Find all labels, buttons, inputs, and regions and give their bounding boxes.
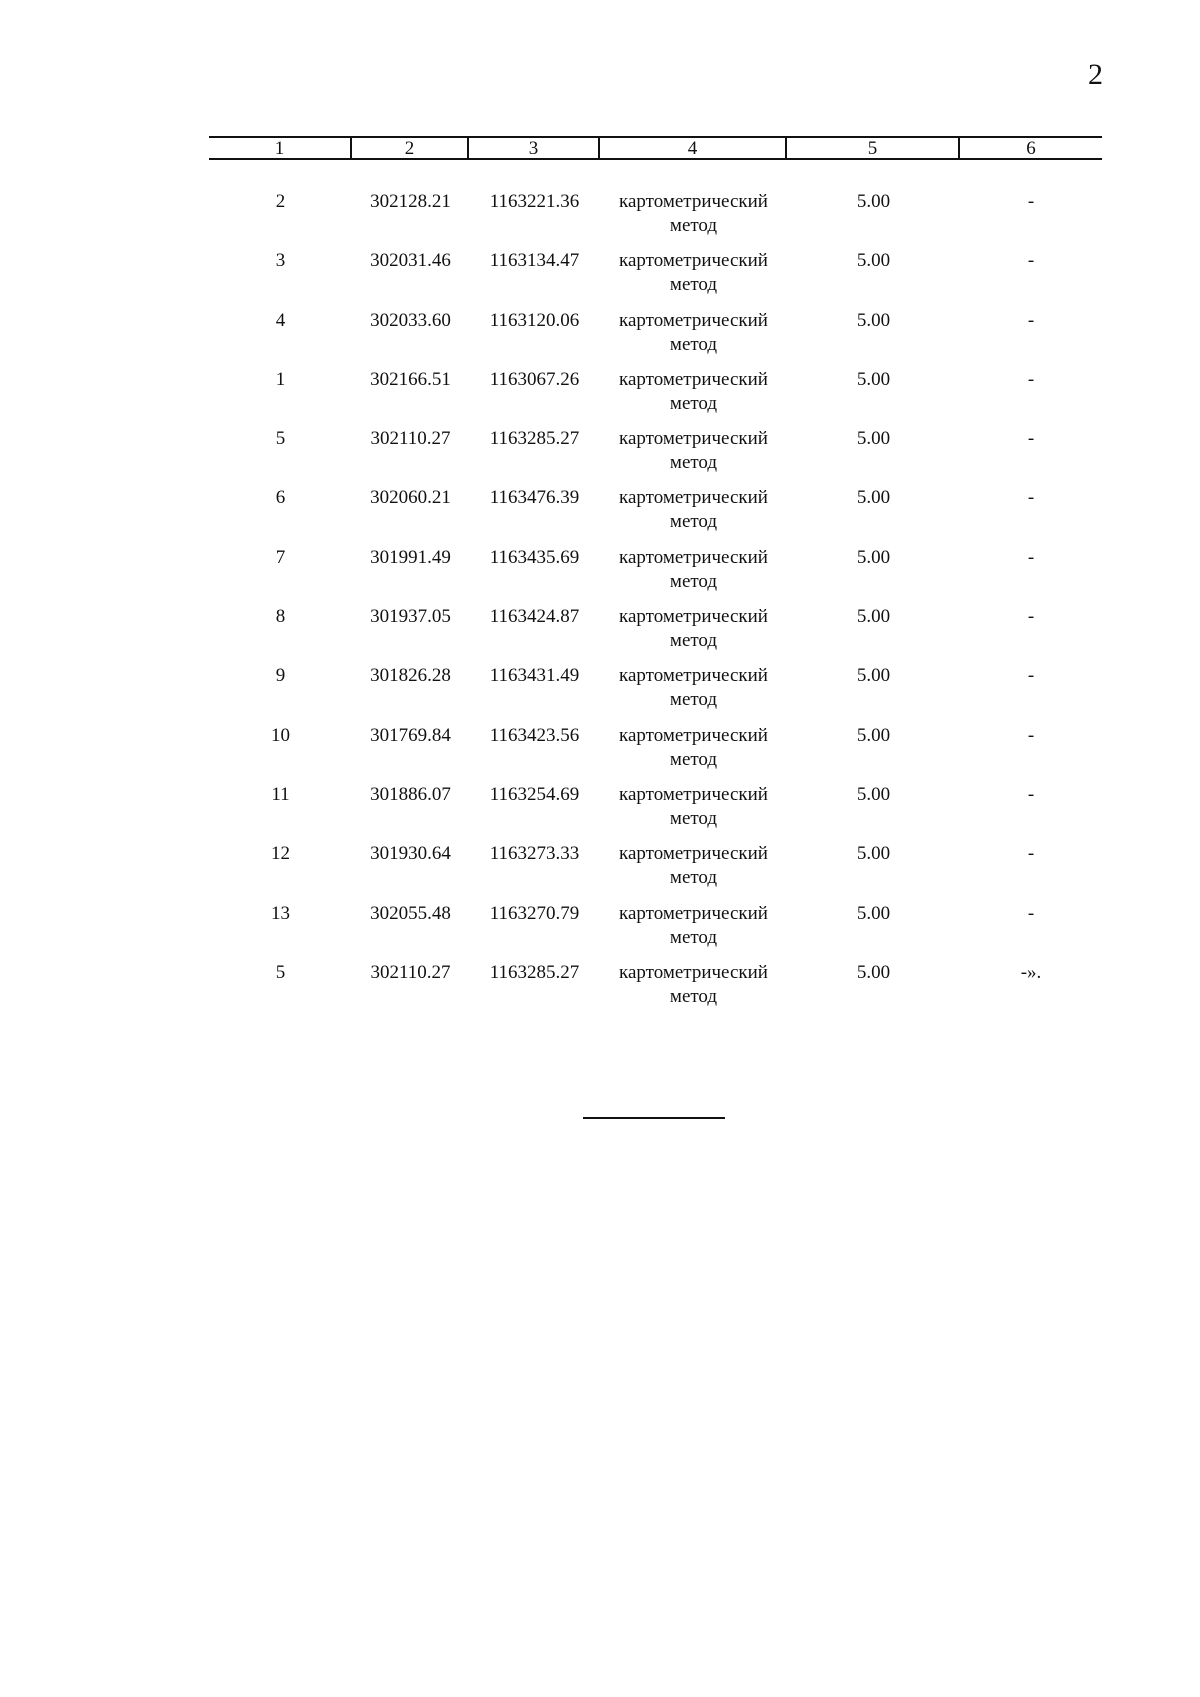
x-coordinate-cell: 302060.21 — [370, 487, 451, 509]
table-row — [209, 902, 1102, 961]
note-cell: - — [1027, 428, 1035, 450]
method-text: метод — [669, 807, 718, 829]
accuracy-cell: 5.00 — [856, 606, 891, 628]
header-col-6: 6 — [1026, 138, 1036, 159]
point-cell: 3 — [275, 250, 286, 272]
method-text: метод — [669, 630, 718, 652]
method-text: метод — [669, 274, 718, 296]
method-text: картометрический — [619, 961, 768, 983]
point-cell: 7 — [275, 546, 286, 568]
table-row — [209, 368, 1102, 427]
method-text: картометрический — [619, 902, 768, 924]
note-cell: -». — [1020, 961, 1042, 983]
point-cell: 5 — [275, 961, 286, 983]
point-cell: 6 — [275, 487, 286, 509]
header-col-4: 4 — [600, 138, 787, 159]
method-text: картометрический — [619, 665, 768, 687]
point-cell: 2 — [275, 191, 286, 212]
header-col-2: 2 — [352, 138, 469, 159]
y-coordinate-cell: 1163254.69 — [489, 783, 580, 805]
table-row — [209, 842, 1102, 901]
method-text: картометрический — [619, 191, 768, 212]
method-text: картометрический — [619, 487, 768, 509]
note-cell: - — [1027, 902, 1035, 924]
method-text: метод — [669, 689, 718, 711]
point-cell: 12 — [271, 843, 290, 865]
y-coordinate-cell: 1163120.06 — [489, 309, 580, 331]
accuracy-cell: 5.00 — [856, 368, 891, 390]
accuracy-cell: 5.00 — [856, 487, 891, 509]
note-cell: - — [1027, 843, 1035, 865]
x-coordinate-cell: 301769.84 — [370, 724, 451, 746]
method-text: метод — [669, 570, 718, 592]
accuracy-cell: 5.00 — [856, 191, 891, 212]
point-cell: 4 — [275, 309, 286, 331]
note-cell: - — [1027, 309, 1035, 331]
x-coordinate-cell: 302031.46 — [370, 250, 451, 272]
accuracy-cell: 5.00 — [856, 961, 891, 983]
point-cell: 13 — [271, 902, 290, 924]
method-cell — [600, 783, 787, 842]
accuracy-cell: 5.00 — [856, 843, 891, 865]
method-cell — [600, 427, 787, 486]
note-cell: - — [1027, 724, 1035, 746]
note-cell: - — [1027, 250, 1035, 272]
end-rule — [583, 1117, 725, 1119]
y-coordinate-cell: 1163476.39 — [489, 487, 580, 509]
x-coordinate-cell: 302110.27 — [370, 961, 451, 983]
point-cell: 10 — [271, 724, 290, 746]
method-cell — [600, 190, 787, 249]
method-cell — [600, 842, 787, 901]
accuracy-cell: 5.00 — [856, 309, 891, 331]
method-text: картометрический — [619, 843, 768, 865]
table-row — [209, 664, 1102, 723]
x-coordinate-cell: 302055.48 — [370, 902, 451, 924]
accuracy-cell: 5.00 — [856, 902, 891, 924]
method-cell — [600, 309, 787, 368]
table-header — [209, 136, 1102, 160]
point-cell: 11 — [271, 783, 290, 805]
x-coordinate-cell: 302128.21 — [370, 191, 451, 212]
accuracy-cell: 5.00 — [856, 546, 891, 568]
x-coordinate-cell: 301937.05 — [370, 606, 451, 628]
x-coordinate-cell: 301886.07 — [370, 783, 451, 805]
table-row — [209, 783, 1102, 842]
y-coordinate-cell: 1163285.27 — [489, 428, 580, 450]
table-row — [209, 605, 1102, 664]
table-row — [209, 546, 1102, 605]
x-coordinate-cell: 301991.49 — [370, 546, 451, 568]
y-coordinate-cell: 1163270.79 — [489, 902, 580, 924]
x-coordinate-cell: 302166.51 — [370, 368, 451, 390]
accuracy-cell: 5.00 — [856, 250, 891, 272]
y-coordinate-cell: 1163067.26 — [489, 368, 580, 390]
header-col-3: 3 — [469, 138, 600, 159]
method-cell — [600, 249, 787, 308]
method-cell — [600, 664, 787, 723]
header-col-1: 1 — [209, 138, 352, 159]
point-cell: 1 — [275, 368, 286, 390]
table-row — [209, 961, 1102, 1020]
x-coordinate-cell: 302110.27 — [370, 428, 451, 450]
header-col-5: 5 — [787, 138, 960, 159]
method-cell — [600, 605, 787, 664]
method-text: картометрический — [619, 250, 768, 272]
note-cell: - — [1027, 665, 1035, 687]
note-cell: - — [1027, 191, 1035, 212]
method-cell — [600, 486, 787, 545]
method-text: метод — [669, 333, 718, 355]
method-cell — [600, 368, 787, 427]
note-cell: - — [1027, 783, 1035, 805]
method-cell — [600, 902, 787, 961]
y-coordinate-cell: 1163431.49 — [489, 665, 580, 687]
note-cell: - — [1027, 487, 1035, 509]
method-text: метод — [669, 392, 718, 414]
method-text: метод — [669, 215, 718, 236]
method-text: картометрический — [619, 724, 768, 746]
accuracy-cell: 5.00 — [856, 665, 891, 687]
page-number: 2 — [1088, 58, 1103, 91]
note-cell: - — [1027, 546, 1035, 568]
method-text: метод — [669, 511, 718, 533]
y-coordinate-cell: 1163134.47 — [489, 250, 580, 272]
point-cell: 9 — [275, 665, 286, 687]
method-cell — [600, 961, 787, 1020]
note-cell: - — [1027, 606, 1035, 628]
table-row — [209, 190, 1102, 249]
method-text: картометрический — [619, 309, 768, 331]
y-coordinate-cell: 1163423.56 — [489, 724, 580, 746]
table-body — [209, 190, 1102, 1020]
method-cell — [600, 724, 787, 783]
table-row — [209, 724, 1102, 783]
x-coordinate-cell: 301930.64 — [370, 843, 451, 865]
method-text: метод — [669, 452, 718, 474]
y-coordinate-cell: 1163435.69 — [489, 546, 580, 568]
table-row — [209, 427, 1102, 486]
x-coordinate-cell: 301826.28 — [370, 665, 451, 687]
y-coordinate-cell: 1163285.27 — [489, 961, 580, 983]
method-text: метод — [669, 748, 718, 770]
method-text: картометрический — [619, 428, 768, 450]
point-cell: 8 — [275, 606, 286, 628]
table-row — [209, 486, 1102, 545]
method-cell — [600, 546, 787, 605]
method-text: картометрический — [619, 368, 768, 390]
accuracy-cell: 5.00 — [856, 783, 891, 805]
note-cell: - — [1027, 368, 1035, 390]
accuracy-cell: 5.00 — [856, 428, 891, 450]
method-text: картометрический — [619, 606, 768, 628]
method-text: метод — [669, 867, 718, 889]
method-text: картометрический — [619, 546, 768, 568]
accuracy-cell: 5.00 — [856, 724, 891, 746]
y-coordinate-cell: 1163273.33 — [489, 843, 580, 865]
table-row — [209, 249, 1102, 308]
coordinates-table — [209, 136, 1102, 1020]
method-text: метод — [669, 985, 718, 1007]
table-row — [209, 309, 1102, 368]
method-text: картометрический — [619, 783, 768, 805]
point-cell: 5 — [275, 428, 286, 450]
method-text: метод — [669, 926, 718, 948]
y-coordinate-cell: 1163424.87 — [489, 606, 580, 628]
y-coordinate-cell: 1163221.36 — [489, 191, 580, 212]
x-coordinate-cell: 302033.60 — [370, 309, 451, 331]
